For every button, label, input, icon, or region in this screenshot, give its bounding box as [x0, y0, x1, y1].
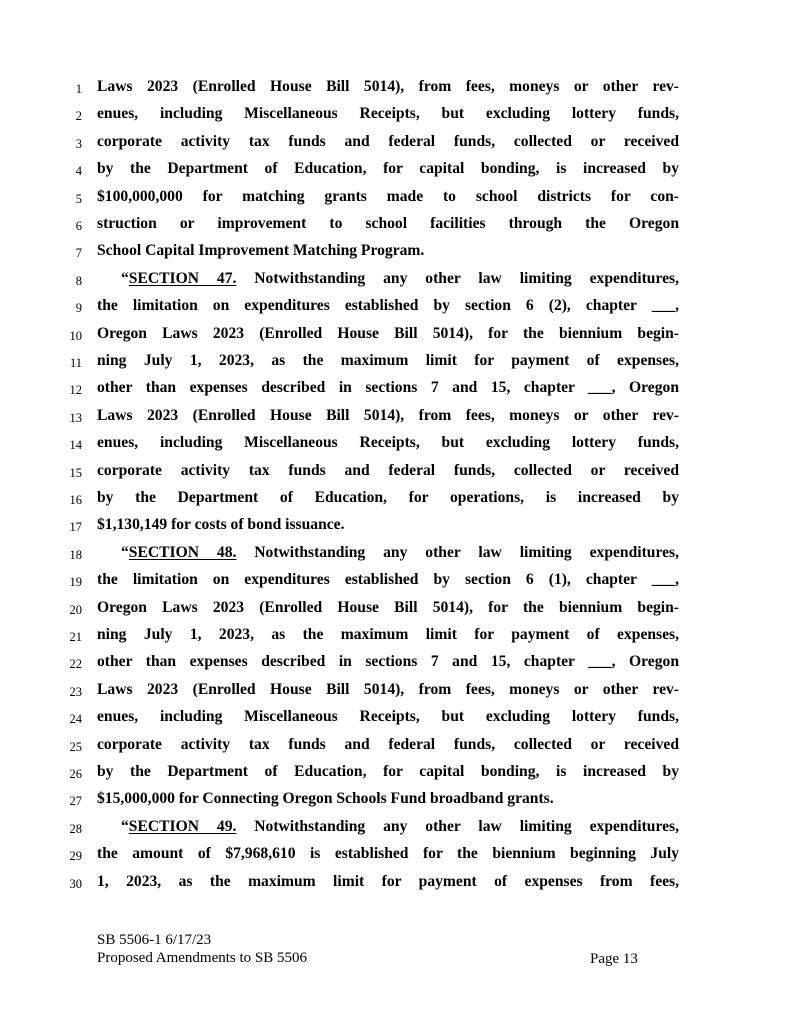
line-number: 9	[75, 301, 82, 316]
document-line	[0, 790, 800, 817]
line-text	[97, 626, 679, 644]
line-number: 8	[75, 273, 82, 288]
line-text-content: the limitation on expenditures established by section 6 (1), chapter ___,	[97, 571, 679, 589]
line-number: 16	[69, 493, 82, 507]
line-text	[97, 790, 679, 808]
line-number: 6	[75, 219, 82, 233]
document-line	[0, 462, 800, 489]
line-number: 26	[69, 767, 82, 781]
document-line	[0, 544, 800, 571]
line-number: 4	[75, 164, 82, 179]
document-line	[0, 297, 800, 324]
line-text-content: enues, including Miscellaneous Receipts, but excluding lottery funds,	[97, 105, 679, 123]
line-number: 14	[69, 438, 82, 453]
line-number: 11	[69, 356, 82, 370]
line-text-content: by the Department of Education, for operations, is increased by	[97, 489, 679, 506]
document-line	[0, 845, 800, 872]
line-text-content: Notwithstanding any other law limiting expenditures,	[236, 543, 679, 561]
document-line	[0, 873, 800, 900]
line-text-content: other than expenses described in sections 7 and 15, chapter ___, Oregon	[97, 379, 679, 397]
line-text	[97, 215, 679, 233]
line-text	[97, 133, 679, 151]
document-line	[0, 763, 800, 790]
line-text-content: School Capital Improvement Matching Program.	[97, 242, 425, 260]
line-text	[97, 818, 679, 836]
line-text-content: other than expenses described in sections 7 and 15, chapter ___, Oregon	[97, 653, 679, 671]
line-text-content: Notwithstanding any other law limiting expenditures,	[236, 817, 679, 835]
line-text	[97, 845, 679, 863]
document-line	[0, 78, 800, 105]
line-text-content: the limitation on expenditures established by section 6 (2), chapter ___,	[97, 297, 679, 315]
line-text	[97, 708, 679, 726]
footer-page-number: Page 13	[590, 951, 638, 967]
line-text-content: by the Department of Education, for capital bonding, is increased by	[97, 160, 679, 178]
line-text	[97, 873, 679, 891]
line-text	[97, 681, 679, 699]
line-text-content: ning July 1, 2023, as the maximum limit for payment of expenses,	[97, 352, 679, 369]
line-text-content: “	[121, 543, 129, 561]
line-text	[97, 516, 679, 534]
line-text-content: 1, 2023, as the maximum limit for payment of expenses from fees,	[97, 872, 679, 890]
line-number: 1	[75, 82, 82, 96]
document-line	[0, 352, 800, 379]
document-line	[0, 736, 800, 763]
document-line	[0, 270, 800, 297]
document-line	[0, 242, 800, 269]
line-number: 5	[75, 191, 82, 206]
line-text	[97, 297, 679, 315]
section-heading: SECTION 49.	[128, 817, 237, 835]
line-text-content: $1,130,149 for costs of bond issuance.	[97, 516, 345, 534]
document-line	[0, 379, 800, 406]
document-line	[0, 571, 800, 598]
line-text	[97, 462, 679, 480]
line-number: 29	[69, 849, 82, 864]
line-text	[97, 653, 679, 671]
line-text-content: ning July 1, 2023, as the maximum limit for payment of expenses,	[97, 626, 679, 643]
document-line	[0, 325, 800, 352]
line-number: 20	[69, 602, 82, 617]
line-text	[97, 544, 679, 562]
line-number: 24	[69, 712, 82, 727]
document-line	[0, 516, 800, 543]
line-number: 28	[69, 821, 82, 836]
line-text	[97, 325, 679, 343]
document-line	[0, 407, 800, 434]
document-line	[0, 160, 800, 187]
line-number: 15	[69, 465, 82, 480]
line-number: 10	[69, 328, 82, 343]
line-text	[97, 407, 679, 425]
line-number: 17	[69, 520, 82, 535]
line-number: 3	[75, 136, 82, 151]
document-line	[0, 681, 800, 708]
line-text	[97, 489, 679, 507]
document-line	[0, 708, 800, 735]
footer-title: Proposed Amendments to SB 5506	[97, 950, 308, 966]
line-text	[97, 160, 679, 178]
document-line	[0, 599, 800, 626]
line-text	[97, 78, 679, 96]
document-line	[0, 626, 800, 653]
line-text-content: struction or improvement to school facilities through the Oregon	[97, 215, 679, 232]
line-number: 22	[69, 657, 82, 672]
line-number: 25	[69, 739, 82, 754]
line-number: 7	[75, 246, 82, 261]
line-number: 27	[69, 794, 82, 809]
line-text	[97, 736, 679, 754]
document-line	[0, 653, 800, 680]
line-text-content: by the Department of Education, for capital bonding, is increased by	[97, 763, 679, 780]
line-text-content: “	[121, 269, 129, 287]
line-text	[97, 763, 679, 781]
line-number: 18	[69, 547, 82, 562]
line-text-content: Laws 2023 (Enrolled House Bill 5014), from fees, moneys or other rev-	[97, 78, 679, 95]
line-text	[97, 599, 679, 617]
document-line	[0, 489, 800, 516]
line-text-content: enues, including Miscellaneous Receipts, but excluding lottery funds,	[97, 434, 679, 452]
section-heading: SECTION 48.	[128, 543, 237, 561]
line-text-content: Laws 2023 (Enrolled House Bill 5014), from fees, moneys or other rev-	[97, 680, 679, 698]
line-text	[97, 242, 679, 260]
line-text-content: $100,000,000 for matching grants made to school districts for con-	[97, 187, 679, 205]
line-number: 19	[69, 575, 82, 590]
document-line	[0, 133, 800, 160]
section-heading: SECTION 47.	[128, 269, 237, 287]
line-text-content: Oregon Laws 2023 (Enrolled House Bill 5014), for the biennium begin-	[97, 598, 679, 616]
line-text	[97, 434, 679, 452]
line-text-content: the amount of $7,968,610 is established for the biennium beginning July	[97, 845, 679, 863]
line-text	[97, 270, 679, 288]
line-text-content: Oregon Laws 2023 (Enrolled House Bill 5014), for the biennium begin-	[97, 324, 679, 342]
line-text	[97, 379, 679, 397]
line-text-content: “	[121, 817, 129, 835]
line-text	[97, 571, 679, 589]
line-text-content: enues, including Miscellaneous Receipts, but excluding lottery funds,	[97, 708, 679, 726]
document-line	[0, 818, 800, 845]
line-number: 2	[75, 109, 82, 124]
line-text-content: corporate activity tax funds and federal funds, collected or received	[97, 132, 679, 150]
document-line	[0, 188, 800, 215]
document-line	[0, 105, 800, 132]
line-text-content: Notwithstanding any other law limiting expenditures,	[236, 269, 679, 287]
line-text	[97, 188, 679, 206]
document-line	[0, 434, 800, 461]
line-text	[97, 352, 679, 370]
line-text	[97, 105, 679, 123]
line-number: 30	[69, 876, 82, 891]
line-number: 23	[69, 684, 82, 699]
document-line	[0, 215, 800, 242]
line-text-content: Laws 2023 (Enrolled House Bill 5014), from fees, moneys or other rev-	[97, 406, 679, 424]
line-number: 21	[69, 630, 82, 644]
footer-bill-date: SB 5506-1 6/17/23	[97, 932, 212, 948]
line-text-content: corporate activity tax funds and federal funds, collected or received	[97, 735, 679, 753]
line-text-content: $15,000,000 for Connecting Oregon Schools Fund broadband grants.	[97, 790, 554, 808]
line-number: 13	[69, 410, 82, 425]
line-text-content: corporate activity tax funds and federal funds, collected or received	[97, 461, 679, 479]
line-number: 12	[69, 383, 82, 398]
